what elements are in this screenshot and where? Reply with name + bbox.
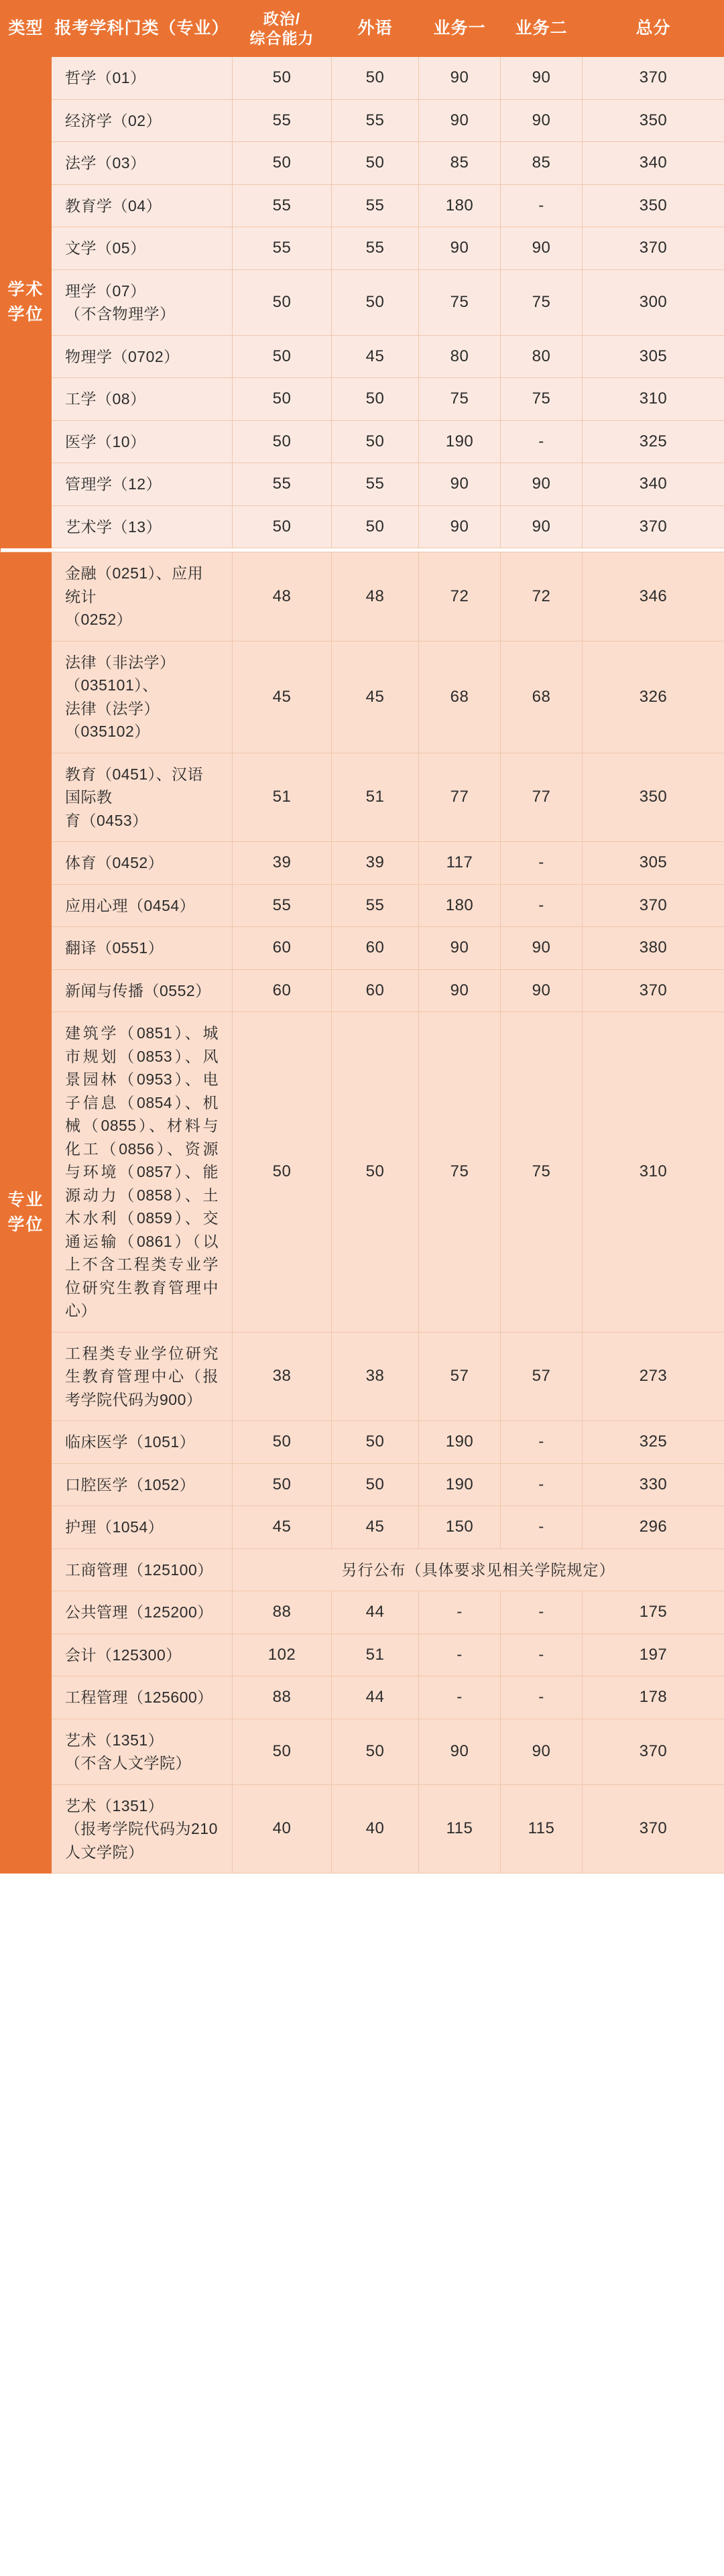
major-name-text: 医学（10）: [65, 432, 146, 450]
politics-score-cell: 88: [233, 1591, 332, 1634]
subject-two-score-cell: 75: [501, 269, 583, 335]
foreign-language-score-cell: 45: [332, 335, 419, 378]
major-name-cell: [52, 99, 233, 142]
foreign-language-score-cell: 50: [332, 142, 419, 185]
table-row: [1, 1463, 724, 1506]
major-name-text: 理学（07）: [65, 282, 146, 300]
category-label-line1: 专业: [7, 1190, 44, 1209]
foreign-language-score-cell: 51: [332, 1634, 419, 1676]
subject-one-score-cell: 150: [419, 1506, 501, 1549]
politics-score-cell: 50: [233, 1421, 332, 1464]
subject-two-score-cell: -: [501, 1634, 583, 1676]
table-row: [1, 184, 724, 227]
total-score-cell: 178: [583, 1676, 724, 1719]
category-label-line2: 学位: [7, 1215, 44, 1234]
subject-two-score-cell: 57: [501, 1332, 583, 1421]
subject-one-score-cell: 90: [419, 227, 501, 270]
major-name-cell: [52, 753, 233, 842]
major-name-subtext: 育（0453）: [65, 811, 148, 829]
major-name-text: 教育（0451）、汉语国际教: [65, 765, 204, 806]
foreign-language-score-cell: 38: [332, 1332, 419, 1421]
subject-one-score-cell: 90: [419, 505, 501, 548]
politics-score-cell: 50: [233, 378, 332, 421]
table-row: [1, 420, 724, 463]
subject-one-score-cell: 90: [419, 99, 501, 142]
major-name-text: 新闻与传播（0552）: [65, 981, 211, 999]
major-name-text: 护理（1054）: [65, 1518, 164, 1536]
subject-one-score-cell: 85: [419, 142, 501, 185]
total-score-cell: 310: [583, 1012, 724, 1333]
subject-two-score-cell: 75: [501, 378, 583, 421]
table-row: [1, 1506, 724, 1549]
total-score-cell: 305: [583, 842, 724, 885]
total-score-cell: 370: [583, 969, 724, 1012]
foreign-language-score-cell: 55: [332, 227, 419, 270]
major-name-text: 应用心理（0454）: [65, 896, 196, 914]
table-body: [1, 57, 724, 1874]
politics-score-cell: 102: [233, 1634, 332, 1676]
politics-score-cell: 50: [233, 335, 332, 378]
subject-two-score-cell: -: [501, 884, 583, 927]
header-row: [1, 1, 724, 57]
table-row: [1, 927, 724, 970]
table-row: [1, 1591, 724, 1634]
table-row: [1, 57, 724, 100]
total-score-cell: 175: [583, 1591, 724, 1634]
subject-one-score-cell: 115: [419, 1784, 501, 1874]
total-score-cell: 273: [583, 1332, 724, 1421]
politics-score-cell: 45: [233, 1506, 332, 1549]
announcement-note-cell: 另行公布（具体要求见相关学院规定）: [233, 1548, 724, 1591]
subject-two-score-cell: 90: [501, 99, 583, 142]
table-row: [1, 1332, 724, 1421]
subject-two-score-cell: 90: [501, 1719, 583, 1784]
table-row: [1, 884, 724, 927]
foreign-language-score-cell: 44: [332, 1591, 419, 1634]
subject-two-score-cell: -: [501, 1591, 583, 1634]
major-name-text: 管理学（12）: [65, 475, 162, 493]
total-score-cell: 350: [583, 753, 724, 842]
subject-one-score-cell: -: [419, 1676, 501, 1719]
subject-one-score-cell: 57: [419, 1332, 501, 1421]
subject-one-score-cell: 180: [419, 184, 501, 227]
subject-one-score-cell: 68: [419, 641, 501, 753]
total-score-cell: 370: [583, 57, 724, 100]
column-header-major: 报考学科门类（专业）: [52, 1, 233, 57]
total-score-cell: 346: [583, 552, 724, 641]
table-row: [1, 969, 724, 1012]
major-name-text: 教育学（04）: [65, 196, 162, 214]
column-header-subject-two: 业务二: [501, 1, 583, 57]
major-name-cell: [52, 1719, 233, 1784]
foreign-language-score-cell: 55: [332, 463, 419, 506]
table-row: [1, 1676, 724, 1719]
major-name-cell: [52, 1676, 233, 1719]
subject-one-score-cell: 75: [419, 1012, 501, 1333]
major-name-text: 口腔医学（1052）: [65, 1475, 196, 1493]
politics-score-cell: 60: [233, 969, 332, 1012]
foreign-language-score-cell: 60: [332, 969, 419, 1012]
major-name-cell: [52, 641, 233, 753]
foreign-language-score-cell: 50: [332, 1421, 419, 1464]
total-score-cell: 296: [583, 1506, 724, 1549]
major-name-subtext: 法律（法学）（035102）: [65, 699, 160, 740]
total-score-cell: 370: [583, 1719, 724, 1784]
major-name-cell: [52, 1332, 233, 1421]
table-row: [1, 378, 724, 421]
subject-one-score-cell: 90: [419, 463, 501, 506]
major-name-text: 艺术学（13）: [65, 517, 162, 536]
subject-two-score-cell: 90: [501, 463, 583, 506]
major-name-cell: [52, 927, 233, 970]
major-name-text: 哲学（01）: [65, 69, 146, 86]
politics-score-cell: 55: [233, 184, 332, 227]
major-name-cell: [52, 1548, 233, 1591]
subject-one-score-cell: 190: [419, 1421, 501, 1464]
subject-one-score-cell: 117: [419, 842, 501, 885]
table-row: [1, 269, 724, 335]
major-name-subtext: （不含物理学）: [65, 305, 176, 322]
politics-score-cell: 50: [233, 505, 332, 548]
table-row: [1, 335, 724, 378]
table-row: [1, 1012, 724, 1333]
column-header-category: 类型: [1, 1, 52, 57]
subject-two-score-cell: -: [501, 1506, 583, 1549]
major-name-cell: [52, 1634, 233, 1676]
politics-score-cell: 55: [233, 463, 332, 506]
foreign-language-score-cell: 50: [332, 1012, 419, 1333]
politics-score-cell: 50: [233, 1463, 332, 1506]
politics-score-cell: 88: [233, 1676, 332, 1719]
politics-score-cell: 55: [233, 227, 332, 270]
total-score-cell: 350: [583, 99, 724, 142]
column-header-total: 总分: [583, 1, 724, 57]
total-score-cell: 300: [583, 269, 724, 335]
foreign-language-score-cell: 51: [332, 753, 419, 842]
total-score-cell: 370: [583, 505, 724, 548]
subject-two-score-cell: 72: [501, 552, 583, 641]
total-score-cell: 305: [583, 335, 724, 378]
column-header-politics-line1: 政治/: [263, 9, 301, 27]
table-row: [1, 1784, 724, 1874]
subject-one-score-cell: 90: [419, 969, 501, 1012]
foreign-language-score-cell: 40: [332, 1784, 419, 1874]
foreign-language-score-cell: 50: [332, 269, 419, 335]
politics-score-cell: 51: [233, 753, 332, 842]
table-row: [1, 641, 724, 753]
foreign-language-score-cell: 55: [332, 884, 419, 927]
major-name-text: 工程类专业学位研究生教育管理中心（报考学院代码为900）: [65, 1344, 219, 1408]
major-name-text: 公共管理（125200）: [65, 1603, 213, 1621]
foreign-language-score-cell: 50: [332, 505, 419, 548]
major-name-text: 会计（125300）: [65, 1646, 182, 1664]
subject-one-score-cell: 72: [419, 552, 501, 641]
major-name-text: 法学（03）: [65, 154, 146, 172]
subject-one-score-cell: 77: [419, 753, 501, 842]
subject-one-score-cell: 180: [419, 884, 501, 927]
total-score-cell: 330: [583, 1463, 724, 1506]
total-score-cell: 370: [583, 884, 724, 927]
major-name-cell: [52, 335, 233, 378]
major-name-text: 工程管理（125600）: [65, 1689, 213, 1706]
subject-one-score-cell: 190: [419, 1463, 501, 1506]
politics-score-cell: 50: [233, 269, 332, 335]
subject-two-score-cell: -: [501, 1463, 583, 1506]
foreign-language-score-cell: 39: [332, 842, 419, 885]
subject-one-score-cell: 90: [419, 1719, 501, 1784]
subject-one-score-cell: 190: [419, 420, 501, 463]
subject-two-score-cell: -: [501, 842, 583, 885]
major-name-cell: [52, 884, 233, 927]
subject-two-score-cell: -: [501, 420, 583, 463]
politics-score-cell: 48: [233, 552, 332, 641]
foreign-language-score-cell: 45: [332, 641, 419, 753]
major-name-text: 经济学（02）: [65, 111, 162, 129]
politics-score-cell: 50: [233, 142, 332, 185]
major-name-cell: [52, 969, 233, 1012]
major-name-cell: [52, 142, 233, 185]
column-header-politics: [233, 1, 332, 57]
subject-one-score-cell: 90: [419, 57, 501, 100]
table-row: [1, 1719, 724, 1784]
foreign-language-score-cell: 50: [332, 378, 419, 421]
foreign-language-score-cell: 55: [332, 99, 419, 142]
major-name-cell: [52, 1012, 233, 1333]
major-name-cell: [52, 1421, 233, 1464]
major-name-subtext: （0252）: [65, 611, 133, 628]
subject-two-score-cell: 68: [501, 641, 583, 753]
major-name-cell: [52, 1784, 233, 1874]
total-score-cell: 197: [583, 1634, 724, 1676]
table-row: [1, 842, 724, 885]
column-header-politics-line2: 综合能力: [249, 29, 314, 47]
table-row: [1, 142, 724, 185]
column-header-subject-one: 业务一: [419, 1, 501, 57]
subject-one-score-cell: -: [419, 1591, 501, 1634]
foreign-language-score-cell: 50: [332, 57, 419, 100]
politics-score-cell: 45: [233, 641, 332, 753]
major-name-text: 翻译（0551）: [65, 939, 164, 957]
table-row: [1, 227, 724, 270]
subject-two-score-cell: 85: [501, 142, 583, 185]
total-score-cell: 325: [583, 1421, 724, 1464]
major-name-cell: [52, 1591, 233, 1634]
subject-one-score-cell: 80: [419, 335, 501, 378]
major-name-text: 临床医学（1051）: [65, 1433, 196, 1451]
total-score-cell: 380: [583, 927, 724, 970]
major-name-cell: [52, 552, 233, 641]
major-name-subtext: （不含人文学院）: [65, 1754, 191, 1772]
major-name-cell: [52, 505, 233, 548]
subject-two-score-cell: 77: [501, 753, 583, 842]
foreign-language-score-cell: 44: [332, 1676, 419, 1719]
subject-two-score-cell: 90: [501, 227, 583, 270]
foreign-language-score-cell: 55: [332, 184, 419, 227]
category-cell: [1, 57, 52, 548]
foreign-language-score-cell: 60: [332, 927, 419, 970]
total-score-cell: 340: [583, 463, 724, 506]
subject-one-score-cell: 90: [419, 927, 501, 970]
subject-one-score-cell: -: [419, 1634, 501, 1676]
table-row: [1, 463, 724, 506]
politics-score-cell: 50: [233, 1719, 332, 1784]
major-name-cell: [52, 842, 233, 885]
major-name-text: 金融（0251）、应用统计: [65, 564, 204, 605]
table-row: [1, 1421, 724, 1464]
total-score-cell: 340: [583, 142, 724, 185]
subject-two-score-cell: -: [501, 184, 583, 227]
table-row: [1, 1634, 724, 1676]
subject-one-score-cell: 75: [419, 269, 501, 335]
subject-two-score-cell: -: [501, 1676, 583, 1719]
politics-score-cell: 38: [233, 1332, 332, 1421]
subject-two-score-cell: 90: [501, 505, 583, 548]
major-name-cell: [52, 269, 233, 335]
politics-score-cell: 60: [233, 927, 332, 970]
major-name-text: 建筑学（0851）、城市规划（0853）、风景园林（0953）、电子信息（0854）、机械（0855）、材料与化工（0856）、资源与环境（0857）、能源动力（0858）、土木水利（0859）、交通运输（0861）（以上不含工程类专业学位研究生教育管理中心）: [65, 1024, 219, 1319]
total-score-cell: 350: [583, 184, 724, 227]
table-header: [1, 1, 724, 57]
subject-two-score-cell: 80: [501, 335, 583, 378]
politics-score-cell: 55: [233, 884, 332, 927]
major-name-text: 工学（08）: [65, 390, 146, 408]
major-name-cell: [52, 1506, 233, 1549]
politics-score-cell: 50: [233, 57, 332, 100]
major-name-text: 工商管理（125100）: [65, 1560, 213, 1579]
major-name-text: 文学（05）: [65, 239, 146, 257]
subject-two-score-cell: 90: [501, 969, 583, 1012]
subject-two-score-cell: -: [501, 1421, 583, 1464]
major-name-cell: [52, 420, 233, 463]
table-row: [1, 99, 724, 142]
subject-two-score-cell: 90: [501, 927, 583, 970]
major-name-text: 艺术（1351）: [65, 1731, 164, 1749]
subject-two-score-cell: 90: [501, 57, 583, 100]
subject-two-score-cell: 115: [501, 1784, 583, 1874]
table-row: [1, 753, 724, 842]
major-name-text: 艺术（1351）: [65, 1796, 164, 1815]
major-name-cell: [52, 378, 233, 421]
politics-score-cell: 55: [233, 99, 332, 142]
major-name-cell: [52, 463, 233, 506]
major-name-subtext: （报考学院代码为210人文学院）: [65, 1820, 218, 1861]
table-row: [1, 552, 724, 641]
category-label-line1: 学术: [7, 280, 44, 299]
total-score-cell: 325: [583, 420, 724, 463]
politics-score-cell: 39: [233, 842, 332, 885]
subject-one-score-cell: 75: [419, 378, 501, 421]
major-name-text: 体育（0452）: [65, 854, 164, 871]
foreign-language-score-cell: 48: [332, 552, 419, 641]
foreign-language-score-cell: 50: [332, 420, 419, 463]
politics-score-cell: 50: [233, 1012, 332, 1333]
major-name-text: 法律（非法学）（035101）、: [65, 653, 176, 694]
major-name-cell: [52, 184, 233, 227]
foreign-language-score-cell: 50: [332, 1719, 419, 1784]
total-score-cell: 310: [583, 378, 724, 421]
major-name-text: 物理学（0702）: [65, 347, 180, 365]
major-name-cell: [52, 227, 233, 270]
column-header-foreign-language: 外语: [332, 1, 419, 57]
total-score-cell: 326: [583, 641, 724, 753]
table-row: [1, 1548, 724, 1591]
table-row: [1, 505, 724, 548]
total-score-cell: 370: [583, 1784, 724, 1874]
major-name-cell: [52, 57, 233, 100]
total-score-cell: 370: [583, 227, 724, 270]
politics-score-cell: 40: [233, 1784, 332, 1874]
foreign-language-score-cell: 45: [332, 1506, 419, 1549]
category-label-line2: 学位: [7, 305, 44, 324]
politics-score-cell: 50: [233, 420, 332, 463]
major-name-cell: [52, 1463, 233, 1506]
category-cell: [1, 552, 52, 1874]
foreign-language-score-cell: 50: [332, 1463, 419, 1506]
subject-two-score-cell: 75: [501, 1012, 583, 1333]
